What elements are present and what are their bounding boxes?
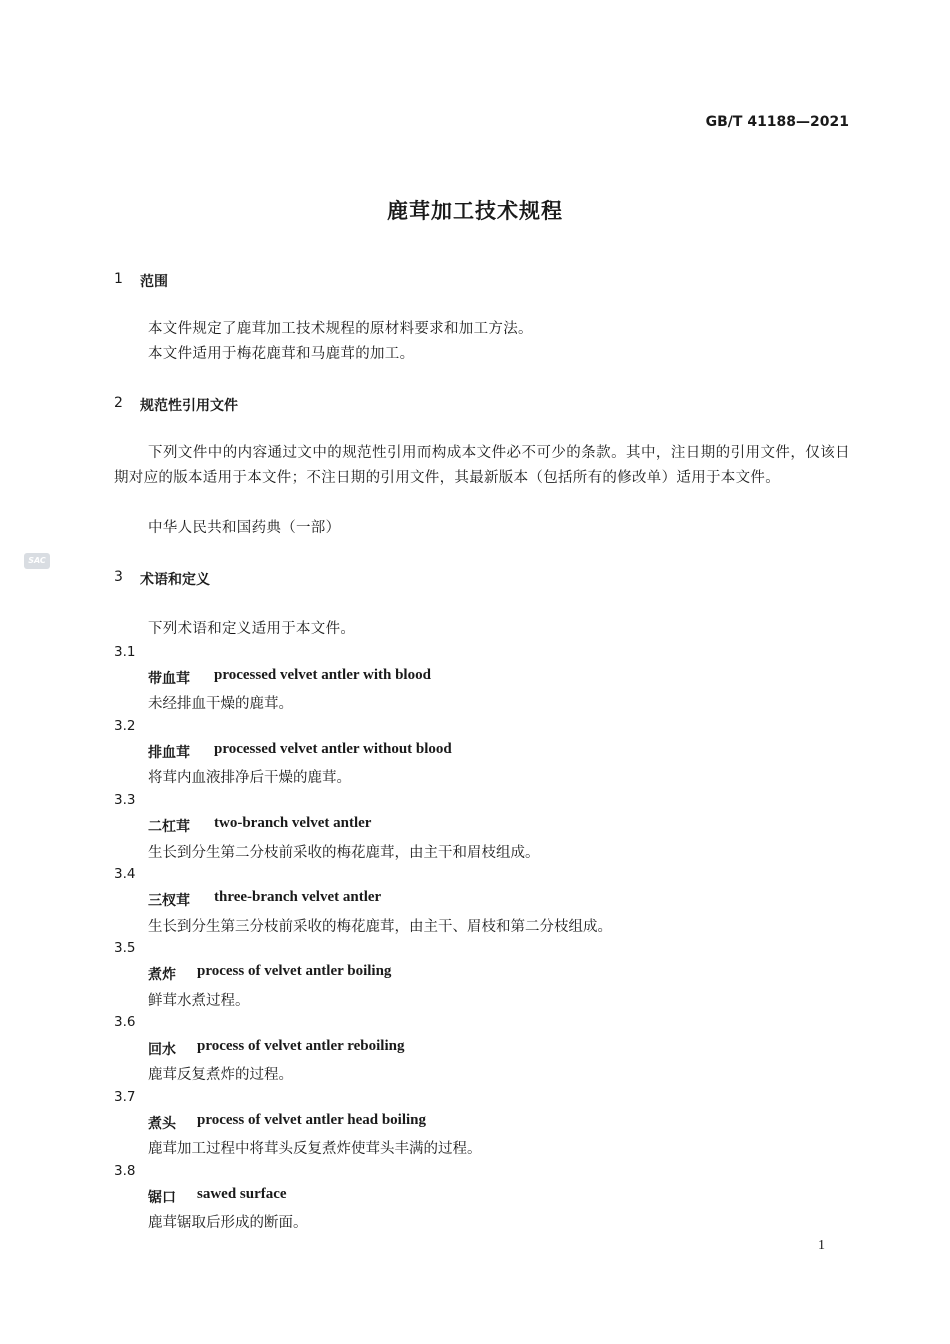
term-english: two-branch velvet antler: [214, 815, 372, 831]
term-english: process of velvet antler boiling: [197, 963, 392, 979]
term-english: process of velvet antler head boiling: [197, 1112, 427, 1128]
section-2-number: 2: [114, 395, 123, 411]
term-english: process of velvet antler reboiling: [197, 1038, 405, 1054]
term-number: 3.4: [114, 866, 136, 882]
term-chinese: 排血茸: [148, 745, 190, 761]
term-number: 3.7: [114, 1089, 136, 1105]
section-2-paragraph-1: 下列文件中的内容通过文中的规范性引用而构成本文件必不可少的条款。其中，注日期的引用文件，仅该日期对应的版本适用于本文件；不注日期的引用文件，其最新版本（包括所有的修改单）适用于本文件。: [114, 445, 850, 486]
term-definition: 未经排血干燥的鹿茸。: [148, 696, 293, 712]
term-chinese: 带血茸: [148, 671, 190, 687]
page-number: 1: [818, 1238, 825, 1253]
section-1-number: 1: [114, 271, 123, 287]
section-2-paragraph-2: 中华人民共和国药典（一部）: [148, 520, 341, 536]
term-definition: 鹿茸加工过程中将茸头反复煮炸使茸头丰满的过程。: [148, 1141, 482, 1157]
standard-code: GB/T 41188—2021: [705, 114, 849, 130]
term-definition: 将茸内血液排净后干燥的鹿茸。: [148, 770, 351, 786]
section-1-heading: 范围: [140, 274, 168, 290]
term-definition: 鹿茸反复煮炸的过程。: [148, 1067, 293, 1083]
term-number: 3.5: [114, 940, 136, 956]
section-3-paragraph-1: 下列术语和定义适用于本文件。: [148, 621, 356, 637]
section-3-number: 3: [114, 569, 123, 585]
term-number: 3.2: [114, 718, 136, 734]
term-definition: 生长到分生第二分枝前采收的梅花鹿茸，由主干和眉枝组成。: [148, 845, 540, 861]
section-2-heading: 规范性引用文件: [140, 398, 238, 414]
section-1-paragraph-2: 本文件适用于梅花鹿茸和马鹿茸的加工。: [148, 346, 415, 362]
term-chinese: 二杠茸: [148, 819, 190, 835]
term-chinese: 锯口: [148, 1190, 176, 1206]
term-chinese: 煮头: [148, 1116, 176, 1132]
sac-watermark-logo: SAC: [24, 553, 50, 569]
section-1-paragraph-1: 本文件规定了鹿茸加工技术规程的原材料要求和加工方法。: [148, 321, 533, 337]
term-chinese: 三杈茸: [148, 893, 190, 909]
term-chinese: 回水: [148, 1042, 176, 1058]
term-english: processed velvet antler with blood: [214, 667, 431, 683]
term-number: 3.8: [114, 1163, 136, 1179]
term-number: 3.6: [114, 1014, 136, 1030]
term-number: 3.1: [114, 644, 136, 660]
term-english: processed velvet antler without blood: [214, 741, 452, 757]
term-number: 3.3: [114, 792, 136, 808]
term-english: three-branch velvet antler: [214, 889, 382, 905]
document-title: 鹿茸加工技术规程: [387, 199, 563, 223]
term-definition: 生长到分生第三分枝前采收的梅花鹿茸，由主干、眉枝和第二分枝组成。: [148, 919, 612, 935]
term-definition: 鲜茸水煮过程。: [148, 993, 250, 1009]
term-definition: 鹿茸锯取后形成的断面。: [148, 1215, 308, 1231]
section-3-heading: 术语和定义: [140, 572, 210, 588]
term-chinese: 煮炸: [148, 967, 176, 983]
term-english: sawed surface: [197, 1186, 287, 1202]
